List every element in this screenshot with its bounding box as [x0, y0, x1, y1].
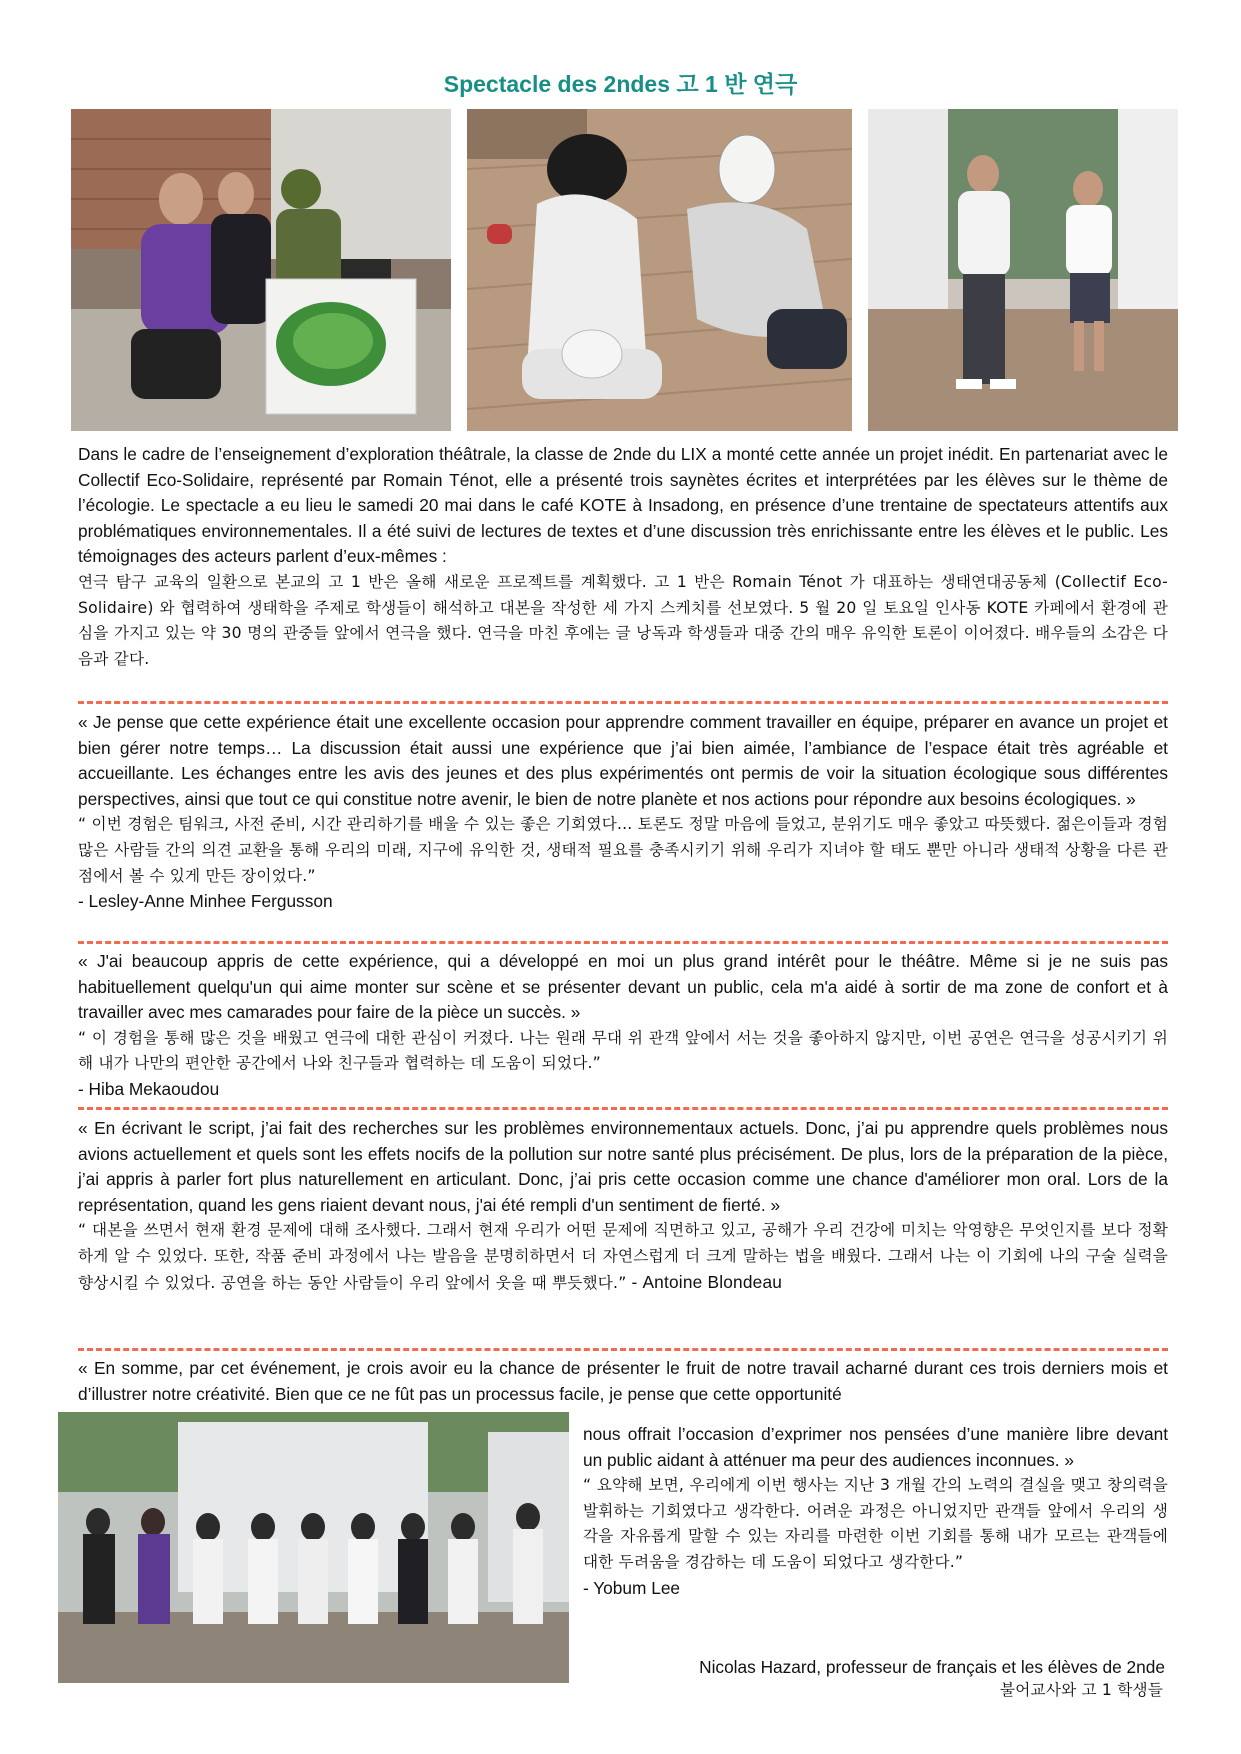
photo-group-bow — [58, 1412, 569, 1683]
section-divider — [78, 701, 1168, 704]
testimony-author: - Hiba Mekaoudou — [78, 1078, 220, 1099]
final-testimony-top — [78, 1356, 1168, 1407]
credit-korean: 불어교사와 고 1 학생들 — [1000, 1681, 1163, 1699]
testimony-french-text: « En écrivant le script, j’ai fait des recherches sur les problèmes environnementaux actuels. Donc, j’ai pu apprendre quels problèmes nous avions actuellement et quels sont les effets nocifs de la pollution sur notre santé plus précisément. De plus, lors de la préparation de la pièce, j’ai appris à parler fort plus naturellement en articulant. Donc, j’ai pris cette occasion comme une chance d'améliorer mon oral. Lors de la représentation, quand les gens riaient devant nous, j'ai été rempli d'un sentiment de fierté. » — [78, 1118, 1168, 1215]
photo-masked-performers-icon — [467, 109, 852, 431]
testimony-2 — [78, 949, 1168, 1103]
testimony-korean-block — [78, 1218, 1168, 1296]
intro-section — [78, 442, 1168, 672]
testimony-korean-text: “ 이 경험을 통해 많은 것을 배웠고 연극에 대한 관심이 커졌다. 나는 원래 무대 위 관객 앞에서 서는 것을 좋아하지 않지만, 이번 공연은 연극을 성공시키기 위해 내가 나만의 편안한 공간에서 나와 친구들과 협력하는 데 도움이 되었다.” — [78, 1028, 1168, 1073]
testimony-french-text: « J'ai beaucoup appris de cette expérience, qui a développé en moi un plus grand intérêt pour le théâtre. Même si je ne suis pas habituellement quelqu'un qui aime monter sur scène et se présenter devant un public, cela m'a aidé à sortir de ma zone de confort et à travailler avec mes camarades pour faire de la pièce un succès. » — [78, 951, 1168, 1023]
photo-students-scene — [71, 109, 451, 431]
final-french-text-top: « En somme, par cet événement, je crois avoir eu la chance de présenter le fruit de notre travail acharné durant ces trois derniers mois et d’illustrer notre créativité. Bien que ce ne fût pas un processus facile, je pense que cette opportunité — [78, 1358, 1168, 1404]
section-divider — [78, 1348, 1168, 1351]
section-divider — [78, 1107, 1168, 1110]
testimony-author: - Lesley-Anne Minhee Fergusson — [78, 891, 333, 912]
testimony-korean-text: “ 이번 경험은 팀워크, 사전 준비, 시간 관리하기를 배울 수 있는 좋은 기회였다... 토론도 정말 마음에 들었고, 분위기도 매우 좋았고 따뜻했다. 젊은이들과 경험 많은 사람들 간의 의견 교환을 통해 우리의 미래, 지구에 유익한 것, 생태적 필요를 충족시키기 위해 우리가 지녀야 할 태도 뿐만 아니라 생태적 상황을 다른 관점에서 볼 수 있게 만든 장이었다.” — [78, 815, 1168, 885]
photo-students-presenting — [868, 109, 1178, 431]
intro-korean-text: 연극 탐구 교육의 일환으로 본교의 고 1 반은 올해 새로운 프로젝트를 계획했다. 고 1 반은 Romain Ténot 가 대표하는 생태연대공동체 (Collectif Eco-Solidaire) 와 협력하여 생태학을 주제로 학생들이 해석하고 대본을 작성한 세 가지 스케치를 선보였다. 5 월 20 일 토요일 인사동 KOTE 카페에서 환경에 관심을 가지고 있는 약 30 명의 관중들 앞에서 연극을 했다. 연극을 마친 후에는 글 낭독과 학생들과 대중 간의 매우 유익한 토론이 이어졌다. 배우들의 소감은 다음과 같다. — [78, 572, 1168, 668]
photo-students-scene-icon — [71, 109, 451, 431]
final-author: - Yobum Lee — [583, 1577, 681, 1598]
final-french-text-side: nous offrait l’occasion d’exprimer nos pensées d’une manière libre devant un public aidant à atténuer ma peur des audiences inconnues. » — [583, 1424, 1168, 1470]
credit-french: Nicolas Hazard, professeur de français et les élèves de 2nde — [699, 1657, 1165, 1677]
testimony-1 — [78, 710, 1168, 915]
testimony-author: - Antoine Blondeau — [626, 1271, 783, 1292]
intro-french-text: Dans le cadre de l’enseignement d’exploration théâtrale, la classe de 2nde du LIX a monté cette année un projet inédit. En partenariat avec le Collectif Eco-Solidaire, représenté par Romain Ténot, elle a présenté trois saynètes écrites et interprétées par les élèves sur le thème de l’écologie. Le spectacle a eu lieu le samedi 20 mai dans le café KOTE à Insadong, en présence d’une trentaine de spectateurs attentifs aux problématiques environnementales. Il a été suivi de lectures de textes et d’une discussion très enrichissante entre les élèves et le public. Les témoignages des acteurs parlent d’eux-mêmes : — [78, 444, 1168, 567]
page-title: Spectacle des 2ndes 고 1 반 연극 — [443, 71, 798, 97]
photo-students-presenting-icon — [868, 109, 1178, 431]
final-korean-text: “ 요약해 보면, 우리에게 이번 행사는 지난 3 개월 간의 노력의 결실을 맺고 창의력을 발휘하는 기회였다고 생각한다. 어려운 과정은 아니었지만 관객들 앞에서 우리의 생각을 자유롭게 말할 수 있는 자리를 마련한 이번 기회를 통해 내가 모르는 관객들에 대한 두려움을 경감하는 데 도움이 되었다고 생각한다.” — [583, 1476, 1168, 1571]
testimony-3 — [78, 1116, 1168, 1296]
photo-masked-performers — [467, 109, 852, 431]
final-testimony-side — [583, 1422, 1168, 1601]
photo-group-bow-icon — [58, 1412, 569, 1683]
credit-block — [699, 1656, 1165, 1702]
testimony-french-text: « Je pense que cette expérience était une excellente occasion pour apprendre comment travailler en équipe, préparer en avance un projet et bien gérer notre temps… La discussion était aussi une expérience que j’ai bien aimée, l’ambiance de l’espace était très agréable et accueillante. Les échanges entre les avis des jeunes et des plus expérimentés ont permis de voir la situation écologique sous différentes perspectives, ainsi que tout ce qui constitue notre avenir, le bien de notre planète et nos actions pour répondre aux besoins écologiques. » — [78, 712, 1168, 809]
section-divider — [78, 941, 1168, 944]
testimony-korean-text: “ 대본을 쓰면서 현재 환경 문제에 대해 조사했다. 그래서 현재 우리가 어떤 문제에 직면하고 있고, 공해가 우리 건강에 미치는 악영향은 무엇인지를 보다 정확하게 알 수 있었다. 또한, 작품 준비 과정에서 나는 발음을 분명히하면서 더 자연스럽게 더 크게 말하는 법을 배웠다. 그래서 나는 이 기회에 나의 구술 실력을 향상시킬 수 있었다. 공연을 하는 동안 사람들이 우리 앞에서 웃을 때 뿌듯했다.” — [78, 1221, 1168, 1292]
